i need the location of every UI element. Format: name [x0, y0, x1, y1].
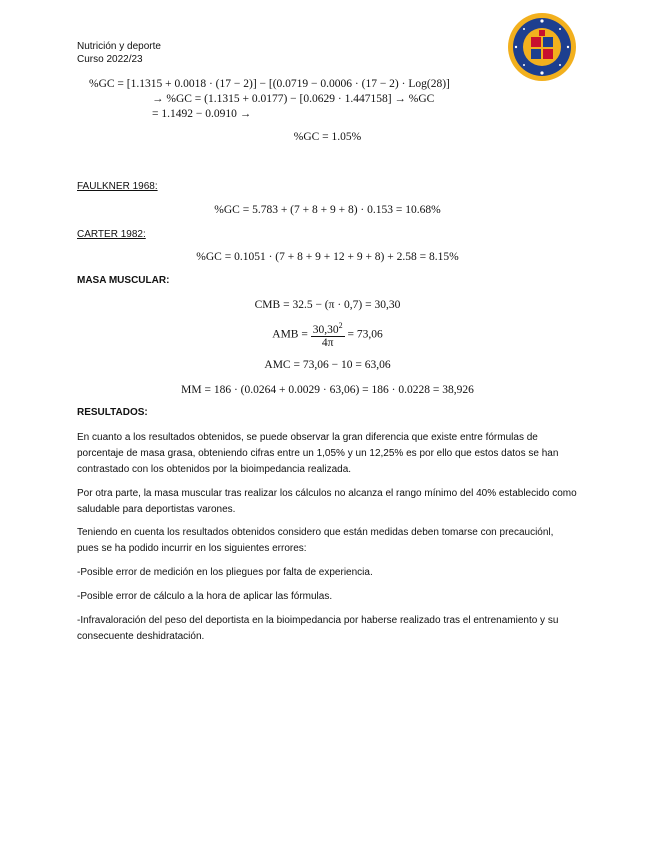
- resultados-paragraph-3: Teniendo en cuenta los resultados obtenidos considero que están medidas deben tomarse con precauciónl, pues se ha podido incurrir en los siguientes errores:: [77, 527, 554, 554]
- carter-title: CARTER 1982:: [77, 229, 146, 240]
- amb-numerator: [311, 321, 345, 337]
- error-item-3: -Infravaloración del peso del deportista en la bioimpedancia por haberse realizado tras el entrenamiento y su consecuente deshidratación.: [77, 615, 559, 642]
- amb-denominator: 4π: [321, 336, 334, 349]
- resultados-paragraph-2: Por otra parte, la masa muscular tras realizar los cálculos no alcanza el rango mínimo del 40% establecido como saludable para deportistas varones.: [77, 488, 577, 515]
- formula-gc-line1: %GC = [1.1315 + 0.0018 · (17 − 2)] − [(0.0719 − 0.0006 · (17 − 2) · Log(28)]: [89, 78, 450, 90]
- formula-amc: AMC = 73,06 − 10 = 63,06: [264, 359, 391, 371]
- faulkner-title: FAULKNER 1968:: [77, 181, 158, 192]
- formula-amb: [0, 321, 655, 349]
- carter-formula: %GC = 0.1051 · (7 + 8 + 9 + 12 + 9 + 8) + 2.58 = 8.15%: [196, 251, 459, 263]
- formula-mm: MM = 186 · (0.0264 + 0.0029 · 63,06) = 186 · 0.0228 = 38,926: [181, 384, 474, 396]
- error-item-1: -Posible error de medición en los pliegues por falta de experiencia.: [77, 567, 373, 578]
- error-item-2: -Posible error de cálculo a la hora de aplicar las fórmulas.: [77, 591, 333, 602]
- course-name: Nutrición y deporte: [77, 41, 161, 52]
- formula-cmb: CMB = 32.5 − (π · 0,7) = 30,30: [254, 299, 401, 311]
- course-year: Curso 2022/23: [77, 54, 143, 65]
- resultados-paragraph-1: En cuanto a los resultados obtenidos, se puede observar la gran diferencia que existe entre fórmulas de porcentaje de masa grasa, obteniendo cifras entre un 1,05% y un 12,25% es por ello que estos datos se han contrastado con los obtenidos por la bioimpedancia realizada.: [77, 432, 559, 475]
- faulkner-formula: %GC = 5.783 + (7 + 8 + 9 + 8) · 0.153 = 10.68%: [214, 204, 441, 216]
- formula-gc-result: %GC = 1.05%: [293, 131, 362, 143]
- formula-gc-line2: → %GC = (1.1315 + 0.0177) − [0.0629 · 1.447158] → %GC: [152, 93, 435, 105]
- resultados-title: RESULTADOS:: [77, 407, 148, 418]
- amb-lhs: AMB =: [272, 328, 308, 341]
- amb-fraction: [311, 321, 345, 349]
- masa-muscular-title: MASA MUSCULAR:: [77, 275, 170, 286]
- formula-gc-line3: = 1.1492 − 0.0910 →: [152, 108, 252, 120]
- amb-rhs: = 73,06: [347, 328, 383, 341]
- amb-exponent: 2: [338, 321, 343, 330]
- amb-num-value: 30,30: [312, 323, 339, 336]
- university-seal-logo: [507, 12, 577, 82]
